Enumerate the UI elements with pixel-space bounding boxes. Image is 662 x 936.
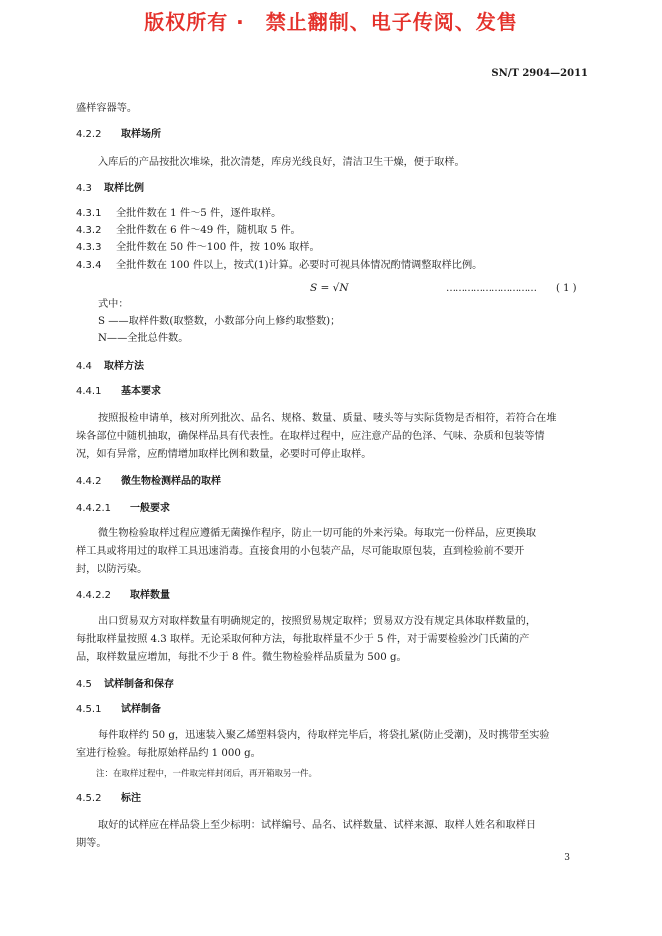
section-heading-4-5 bbox=[76, 678, 174, 692]
clause-number: 4.3.4 bbox=[76, 260, 102, 271]
standard-number: SN/T 2904—2011 bbox=[491, 68, 588, 79]
formula: S = √N bbox=[310, 282, 349, 294]
where-label: 式中： bbox=[98, 299, 129, 310]
section-number: 4.5.2 bbox=[76, 793, 102, 804]
section-number: 4.5.1 bbox=[76, 704, 102, 715]
section-title: 微生物检测样品的取样 bbox=[121, 476, 221, 487]
section-title: 标注 bbox=[121, 793, 141, 804]
section-heading-4-3 bbox=[76, 182, 144, 196]
paragraph-line: 入库后的产品按批次堆垛，批次清楚，库房光线良好，清洁卫生干燥，便于取样。 bbox=[98, 157, 465, 168]
paragraph-line: 垛各部位中随机抽取，确保样品具有代表性。在取样过程中，应注意产品的色泽、气味、杂质和包装等情 bbox=[76, 431, 545, 442]
paragraph-line: 样工具或将用过的取样工具迅速消毒。直接食用的小包装产品，尽可能取原包装，直到检验前不要开 bbox=[76, 546, 525, 557]
section-number: 4.2.2 bbox=[76, 129, 102, 140]
section-title: 试样制备和保存 bbox=[104, 679, 174, 690]
paragraph-line: 室进行检验。每批原始样品约 1 000 g。 bbox=[76, 748, 261, 759]
section-number: 4.4.2.1 bbox=[76, 503, 111, 514]
section-number: 4.3 bbox=[76, 183, 92, 194]
section-heading-4-2-2 bbox=[76, 128, 161, 142]
paragraph-line: 期等。 bbox=[76, 838, 107, 849]
formula-leader-dots: ………………………… bbox=[446, 283, 536, 294]
variable-definition-s: S ——取样件数(取整数，小数部分向上修约取整数)； bbox=[98, 316, 341, 327]
section-heading-4-4 bbox=[76, 360, 144, 374]
section-number: 4.4.1 bbox=[76, 386, 102, 397]
section-title: 取样方法 bbox=[104, 361, 144, 372]
clause-4-3-2 bbox=[76, 224, 301, 238]
paragraph-line: 按照报检申请单，核对所列批次、品名、规格、数量、质量、唛头等与实际货物是否相符，若符合在堆 bbox=[98, 413, 557, 424]
section-heading-4-4-2 bbox=[76, 475, 221, 489]
section-number: 4.4.2.2 bbox=[76, 590, 111, 601]
section-title: 取样场所 bbox=[121, 129, 161, 140]
clause-number: 4.3.2 bbox=[76, 225, 102, 236]
clause-text: 全批件数在 1 件～5 件，逐件取样。 bbox=[116, 208, 282, 219]
clause-4-3-3 bbox=[76, 241, 320, 255]
clause-text: 全批件数在 6 件～49 件，随机取 5 件。 bbox=[116, 225, 301, 236]
clause-text: 全批件数在 50 件～100 件，按 10% 取样。 bbox=[116, 242, 320, 253]
clause-number: 4.3.3 bbox=[76, 242, 102, 253]
paragraph-line: 出口贸易双方对取样数量有明确规定的，按照贸易规定取样；贸易双方没有规定具体取样数量的， bbox=[98, 616, 537, 627]
section-title: 基本要求 bbox=[121, 386, 161, 397]
paragraph-line: 取好的试样应在样品袋上至少标明：试样编号、品名、试样数量、试样来源、取样人姓名和取样日 bbox=[98, 820, 537, 831]
section-title: 取样数量 bbox=[130, 590, 170, 601]
section-heading-4-5-2 bbox=[76, 792, 141, 806]
section-heading-4-4-2-1 bbox=[76, 502, 170, 516]
equation-number: ( 1 ) bbox=[556, 283, 577, 294]
paragraph-line: 微生物检验取样过程应遵循无菌操作程序，防止一切可能的外来污染。每取完一份样品，应更换取 bbox=[98, 528, 537, 539]
section-number: 4.4 bbox=[76, 361, 92, 372]
page-number: 3 bbox=[564, 853, 570, 863]
paragraph-line: 每件取样约 50 g，迅速装入聚乙烯塑料袋内，待取样完毕后，将袋扎紧(防止受潮)，及时携带至实验 bbox=[98, 730, 550, 741]
paragraph-line: 品，取样数量应增加，每批不少于 8 件。微生物检验样品质量为 500 g。 bbox=[76, 652, 407, 663]
paragraph-line: 每批取样量按照 4.3 取样。无论采取何种方法，每批取样量不少于 5 件，对于需要检验沙门氏菌的产 bbox=[76, 634, 530, 645]
variable-definition-n: N——全批总件数。 bbox=[98, 333, 189, 344]
section-title: 试样制备 bbox=[121, 704, 161, 715]
section-number: 4.5 bbox=[76, 679, 92, 690]
text-line: 盛样容器等。 bbox=[76, 103, 138, 114]
clause-4-3-1 bbox=[76, 207, 281, 221]
section-heading-4-4-2-2 bbox=[76, 589, 170, 603]
clause-text: 全批件数在 100 件以上，按式(1)计算。必要时可视具体情况酌情调整取样比例。 bbox=[116, 260, 483, 271]
clause-number: 4.3.1 bbox=[76, 208, 102, 219]
section-number: 4.4.2 bbox=[76, 476, 102, 487]
clause-4-3-4 bbox=[76, 259, 482, 273]
paragraph-line: 况，如有异常，应酌情增加取样比例和数量，必要时可停止取样。 bbox=[76, 449, 372, 460]
note: 注：在取样过程中，一件取完样封闭后，再开箱取另一件。 bbox=[96, 769, 318, 779]
section-title: 一般要求 bbox=[130, 503, 170, 514]
section-title: 取样比例 bbox=[104, 183, 144, 194]
paragraph-line: 封，以防污染。 bbox=[76, 564, 148, 575]
watermark-banner: 版权所有 · 禁止翻制、电子传阅、发售 bbox=[144, 10, 518, 34]
section-heading-4-4-1 bbox=[76, 385, 161, 399]
section-heading-4-5-1 bbox=[76, 703, 161, 717]
